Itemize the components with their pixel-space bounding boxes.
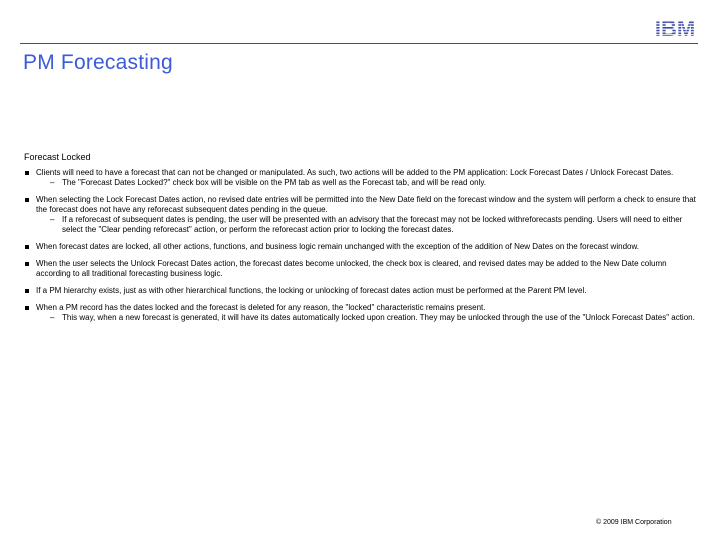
sub-bullet-list — [36, 178, 700, 188]
bullet-list — [24, 168, 700, 330]
bullet-item — [24, 168, 700, 188]
bullet-item — [24, 259, 700, 279]
sub-bullet-item — [36, 178, 700, 188]
bullet-text: When a PM record has the dates locked and the forecast is deleted for any reason, the "locked" characteristic remains present. — [36, 303, 486, 312]
sub-bullet-item — [36, 313, 700, 323]
sub-bullet-text: If a reforecast of subsequent dates is pending, the user will be presented with an advisory that the forecast may not be locked withreforecasts pending. Users will need to either select the "Clear pending reforecast" action, or perform the reforecast action prior to locking the forecast dates. — [62, 215, 683, 234]
sub-bullet-list — [36, 313, 700, 323]
copyright-footer: © 2009 IBM Corporation — [596, 519, 672, 526]
sub-bullet-text: This way, when a new forecast is generated, it will have its dates automatically locked upon creation. They may be unlocked through the use of the "Unlock Forecast Dates" action. — [62, 313, 695, 322]
bullet-text: If a PM hierarchy exists, just as with other hierarchical functions, the locking or unlocking of forecast dates action must be performed at the Parent PM level. — [36, 286, 587, 295]
header-rule — [20, 43, 698, 44]
sub-bullet-item — [36, 215, 700, 235]
bullet-item — [24, 195, 700, 235]
bullet-text: When the user selects the Unlock Forecast Dates action, the forecast dates become unlocked, the check box is cleared, and revised dates may be added to the New Date column according to all traditional forecasting business logic. — [36, 259, 667, 278]
sub-bullet-list — [36, 215, 700, 235]
slide-title: PM Forecasting — [23, 51, 173, 74]
dash-marker: – — [50, 215, 55, 224]
ibm-logo — [652, 16, 698, 38]
bullet-item — [24, 303, 700, 323]
svg-text:IBM: IBM — [654, 16, 696, 38]
bullet-item — [24, 242, 700, 252]
bullet-text: When forecast dates are locked, all other actions, functions, and business logic remain unchanged with the exception of the addition of New Dates on the forecast window. — [36, 242, 640, 251]
bullet-text: When selecting the Lock Forecast Dates action, no revised date entries will be permitted into the New Date field on the forecast window and the system will perform a check to ensure that the forecast does not have any reforecast subsequent dates pending in the queue. — [36, 195, 696, 214]
dash-marker: – — [50, 178, 55, 187]
sub-bullet-text: The "Forecast Dates Locked?" check box will be visible on the PM tab as well as the Forecast tab, and will be read only. — [62, 178, 486, 187]
dash-marker: – — [50, 313, 55, 322]
bullet-item — [24, 286, 700, 296]
bullet-text: Clients will need to have a forecast that can not be changed or manipulated. As such, two actions will be added to the PM application: Lock Forecast Dates / Unlock Forecast Dates. — [36, 168, 674, 177]
section-heading: Forecast Locked — [24, 152, 91, 162]
